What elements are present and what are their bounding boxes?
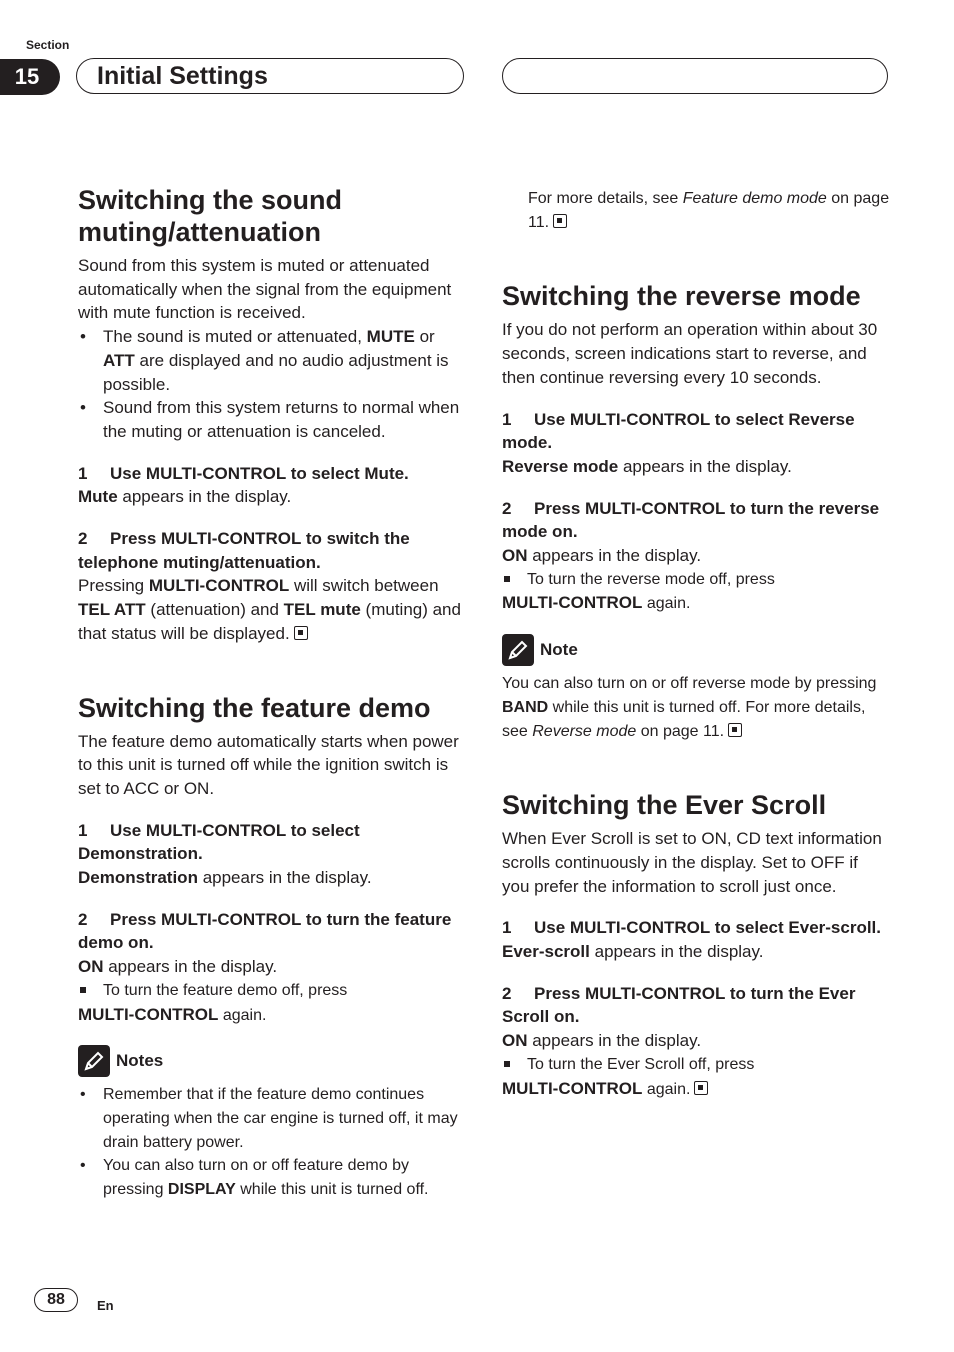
mute-step-2: 2 Press MULTI-CONTROL to switch the telephone muting/attenuation. <box>78 529 410 572</box>
mute-step-1: 1 Use MULTI-CONTROL to select Mute. <box>78 463 409 483</box>
demo-tip: To turn the feature demo off, press <box>78 979 466 1003</box>
reverse-intro: If you do not perform an operation within about 30 seconds, screen indications start to reverse, and then continue reversing every 10 seconds. <box>502 320 878 387</box>
end-mark-icon <box>728 723 742 737</box>
demo-notes <box>78 1083 466 1202</box>
demo-note-2: • You can also turn on or off feature demo by pressing DISPLAY while this unit is turned off. <box>78 1154 466 1201</box>
reverse-tip: To turn the reverse mode off, press <box>502 568 890 592</box>
demo-tip-end: MULTI-CONTROL again. <box>78 1004 267 1024</box>
scroll-tip-end: MULTI-CONTROL again. <box>502 1077 890 1102</box>
reverse-step-2: 2 Press MULTI-CONTROL to turn the reverse mode on. <box>502 498 880 542</box>
demo-note-1: • Remember that if the feature demo continues operating when the car engine is turned off, it may drain battery power. <box>78 1083 466 1154</box>
demo-notes-header <box>78 1045 466 1077</box>
mute-step-2-body: Pressing MULTI-CONTROL will switch between TEL ATT (attenuation) and TEL mute (muting) and that status will be displayed. <box>78 576 461 643</box>
pencil-note-icon <box>78 1045 110 1077</box>
demo-heading: Switching the feature demo <box>78 692 431 723</box>
scroll-step-2: 2 Press MULTI-CONTROL to turn the Ever Scroll on. <box>502 983 856 1027</box>
scroll-step-1: 1 Use MULTI-CONTROL to select Ever-scroll. <box>502 918 881 938</box>
reverse-tip-end: MULTI-CONTROL again. <box>502 593 691 613</box>
section-number-badge: 15 <box>0 59 60 95</box>
mute-intro: Sound from this system is muted or attenuated automatically when the signal from the equipment with mute function is received. <box>78 256 452 323</box>
scroll-step-2-body: ON appears in the display. <box>502 1031 702 1051</box>
demo-more-details: For more details, see Feature demo mode on page 11. <box>528 190 890 231</box>
square-bullet-icon <box>504 576 510 582</box>
header-empty-pill <box>502 58 888 94</box>
mute-bullet-1: • The sound is muted or attenuated, MUTE or ATT are displayed and no audio adjustment is possible. <box>78 325 466 396</box>
demo-step-1: 1 Use MULTI-CONTROL to select Demonstration. <box>78 820 360 864</box>
section-title <box>76 58 464 94</box>
demo-step-2-body: ON appears in the display. <box>78 957 278 977</box>
mute-bullet-2: • Sound from this system returns to normal when the muting or attenuation is canceled. <box>78 396 466 443</box>
reverse-note-header <box>502 634 890 666</box>
demo-step-1-body: Demonstration appears in the display. <box>78 868 372 888</box>
square-bullet-icon <box>504 1061 510 1067</box>
demo-intro: The feature demo automatically starts when power to this unit is turned off while the ignition switch is set to ACC or ON. <box>78 731 459 798</box>
reverse-step-1: 1 Use MULTI-CONTROL to select Reverse mode. <box>502 409 855 453</box>
demo-step-2: 2 Press MULTI-CONTROL to turn the feature demo on. <box>78 909 452 953</box>
section-title-text: Initial Settings <box>97 61 268 90</box>
notes-label: Notes <box>116 1051 164 1071</box>
mute-step-1-body: Mute appears in the display. <box>78 487 292 507</box>
page-number: 88 <box>34 1288 78 1312</box>
section-label: Section <box>26 38 70 52</box>
reverse-heading: Switching the reverse mode <box>502 281 861 312</box>
scroll-intro: When Ever Scroll is set to ON, CD text information scrolls continuously in the display. Set to OFF if you prefer the information to scroll just once. <box>502 829 882 896</box>
reverse-note: You can also turn on or off reverse mode by pressing BAND while this unit is turned off. For more details, see Reverse mode on page 11. <box>502 675 877 740</box>
end-mark-icon <box>553 214 567 228</box>
language-code: En <box>97 1298 114 1313</box>
mute-heading: Switching the sound muting/attenuation <box>78 185 342 247</box>
note-label: Note <box>540 640 578 660</box>
pencil-note-icon <box>502 634 534 666</box>
reverse-step-1-body: Reverse mode appears in the display. <box>502 456 792 476</box>
square-bullet-icon <box>80 987 86 993</box>
scroll-heading: Switching the Ever Scroll <box>502 790 827 821</box>
reverse-step-2-body: ON appears in the display. <box>502 546 702 566</box>
end-mark-icon <box>694 1081 708 1095</box>
right-column <box>502 187 890 1101</box>
mute-bullets <box>78 325 466 444</box>
scroll-tip: To turn the Ever Scroll off, press <box>502 1053 890 1077</box>
end-mark-icon <box>294 626 308 640</box>
left-column <box>78 184 466 1202</box>
scroll-step-1-body: Ever-scroll appears in the display. <box>502 942 764 962</box>
